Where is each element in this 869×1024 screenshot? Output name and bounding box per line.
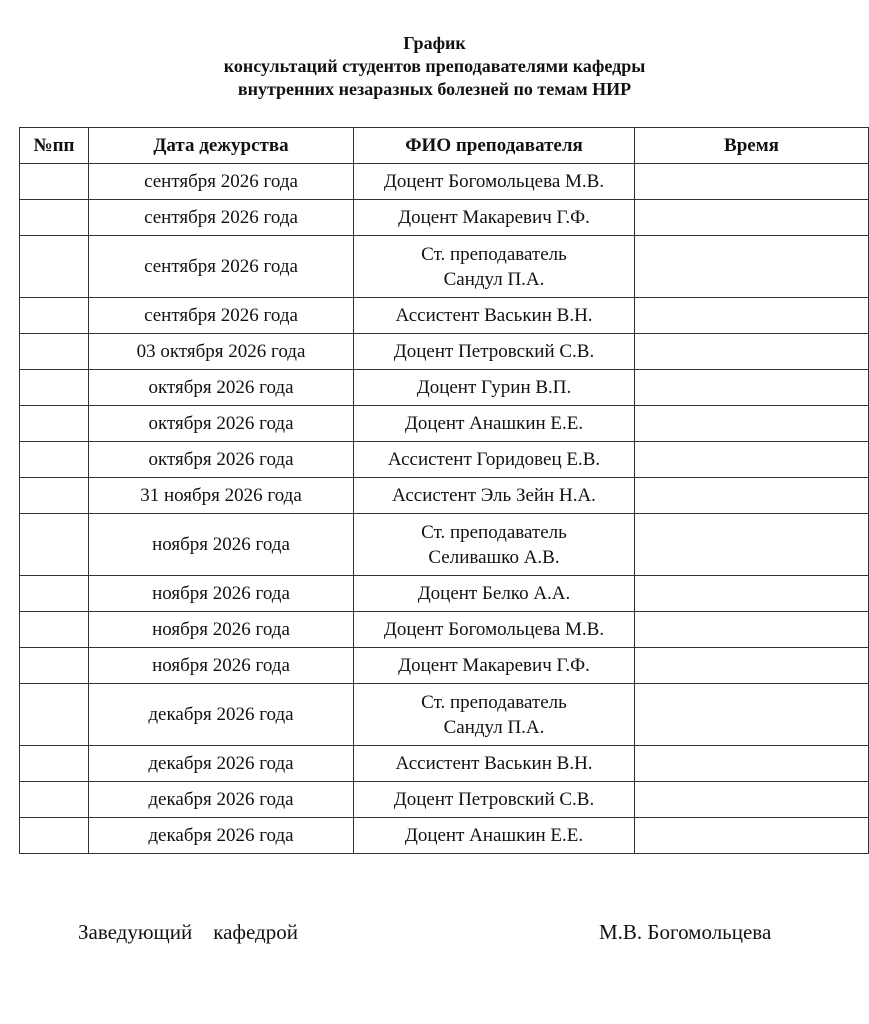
teacher-name-line: Ассистент Эль Зейн Н.А. [392, 485, 596, 506]
teacher-name-line: Доцент Анашкин Е.Е. [404, 825, 584, 846]
table-row [20, 746, 869, 782]
teacher-name-line: Доцент Гурин В.П. [416, 377, 572, 398]
cell-time [635, 406, 869, 442]
cell-date: сентября 2026 года [89, 200, 354, 236]
cell-date: декабря 2026 года [89, 684, 354, 746]
teacher-name-line: Доцент Богомольцева М.В. [383, 619, 605, 640]
footer-signatory: М.В. Богомольцева [599, 920, 772, 944]
cell-date: октября 2026 года [89, 370, 354, 406]
teacher-name-line: Ассистент Васькин В.Н. [395, 753, 593, 774]
title-line-3: внутренних незаразных болезней по темам НИР [237, 79, 632, 99]
cell-number [20, 684, 89, 746]
table-row [20, 334, 869, 370]
teacher-name-line: Ст. преподаватель [421, 521, 567, 543]
teacher-name-line: Селивашко А.В. [428, 546, 560, 568]
table-row [20, 684, 869, 746]
cell-number [20, 746, 89, 782]
cell-time [635, 370, 869, 406]
table-row [20, 782, 869, 818]
teacher-name-line: Доцент Макаревич Г.Ф. [398, 655, 590, 676]
table-row [20, 442, 869, 478]
cell-number [20, 334, 89, 370]
teacher-name-line: Ст. преподаватель [421, 243, 567, 265]
table-row [20, 370, 869, 406]
cell-teacher [354, 684, 635, 746]
cell-number [20, 648, 89, 684]
cell-time [635, 684, 869, 746]
table-row [20, 514, 869, 576]
schedule-body [20, 164, 869, 854]
table-row [20, 200, 869, 236]
cell-time [635, 514, 869, 576]
cell-number [20, 370, 89, 406]
cell-date: ноября 2026 года [89, 612, 354, 648]
cell-teacher [354, 478, 635, 514]
header-teacher: ФИО преподавателя [354, 128, 635, 164]
table-row [20, 818, 869, 854]
cell-date: сентября 2026 года [89, 236, 354, 298]
cell-teacher [354, 648, 635, 684]
cell-time [635, 648, 869, 684]
cell-time [635, 334, 869, 370]
table-row [20, 236, 869, 298]
cell-date: 31 ноября 2026 года [89, 478, 354, 514]
table-row [20, 648, 869, 684]
title-line-2: консультаций студентов преподавателями кафедры [223, 56, 646, 76]
table-row [20, 478, 869, 514]
cell-number [20, 236, 89, 298]
teacher-name-line: Доцент Белко А.А. [417, 583, 571, 604]
cell-time [635, 576, 869, 612]
header-date: Дата дежурства [89, 128, 354, 164]
cell-number [20, 478, 89, 514]
table-row [20, 612, 869, 648]
table-row [20, 576, 869, 612]
cell-time [635, 478, 869, 514]
header-time: Время [635, 128, 869, 164]
schedule-table [19, 127, 869, 854]
cell-time [635, 818, 869, 854]
cell-date: ноября 2026 года [89, 576, 354, 612]
cell-date: декабря 2026 года [89, 782, 354, 818]
cell-number [20, 818, 89, 854]
table-header-row [20, 128, 869, 164]
cell-date: декабря 2026 года [89, 746, 354, 782]
title-line-1: График [403, 33, 466, 53]
cell-teacher [354, 298, 635, 334]
cell-time [635, 200, 869, 236]
teacher-name-line: Ассистент Васькин В.Н. [395, 305, 593, 326]
teacher-name-line: Доцент Петровский С.В. [393, 789, 595, 810]
cell-number [20, 612, 89, 648]
cell-teacher [354, 406, 635, 442]
table-row [20, 298, 869, 334]
teacher-name-line: Ассистент Горидовец Е.В. [387, 449, 601, 470]
teacher-name-line: Доцент Богомольцева М.В. [383, 171, 605, 192]
cell-number [20, 164, 89, 200]
cell-teacher [354, 236, 635, 298]
cell-date: сентября 2026 года [89, 164, 354, 200]
cell-teacher [354, 818, 635, 854]
cell-teacher [354, 514, 635, 576]
cell-teacher [354, 164, 635, 200]
cell-teacher [354, 442, 635, 478]
teacher-name-line: Доцент Петровский С.В. [393, 341, 595, 362]
cell-number [20, 514, 89, 576]
teacher-name-line: Сандул П.А. [443, 268, 545, 290]
teacher-name-line: Доцент Макаревич Г.Ф. [398, 207, 590, 228]
cell-number [20, 406, 89, 442]
cell-time [635, 782, 869, 818]
teacher-name-line: Ст. преподаватель [421, 691, 567, 713]
cell-date: сентября 2026 года [89, 298, 354, 334]
header-number: №пп [20, 128, 89, 164]
cell-time [635, 746, 869, 782]
cell-time [635, 442, 869, 478]
cell-number [20, 576, 89, 612]
cell-time [635, 236, 869, 298]
cell-number [20, 442, 89, 478]
cell-time [635, 298, 869, 334]
table-row [20, 406, 869, 442]
cell-date: ноября 2026 года [89, 514, 354, 576]
cell-time [635, 164, 869, 200]
teacher-name-line: Сандул П.А. [443, 716, 545, 738]
cell-teacher [354, 746, 635, 782]
cell-teacher [354, 334, 635, 370]
cell-number [20, 782, 89, 818]
document-title [0, 32, 869, 101]
cell-number [20, 200, 89, 236]
cell-teacher [354, 200, 635, 236]
cell-date: декабря 2026 года [89, 818, 354, 854]
cell-teacher [354, 782, 635, 818]
footer-role: Заведующий кафедрой [78, 920, 298, 944]
cell-date: октября 2026 года [89, 442, 354, 478]
cell-date: ноября 2026 года [89, 648, 354, 684]
cell-teacher [354, 370, 635, 406]
cell-teacher [354, 576, 635, 612]
cell-number [20, 298, 89, 334]
cell-date: октября 2026 года [89, 406, 354, 442]
teacher-name-line: Доцент Анашкин Е.Е. [404, 413, 584, 434]
cell-teacher [354, 612, 635, 648]
cell-time [635, 612, 869, 648]
table-row [20, 164, 869, 200]
cell-date: 03 октября 2026 года [89, 334, 354, 370]
